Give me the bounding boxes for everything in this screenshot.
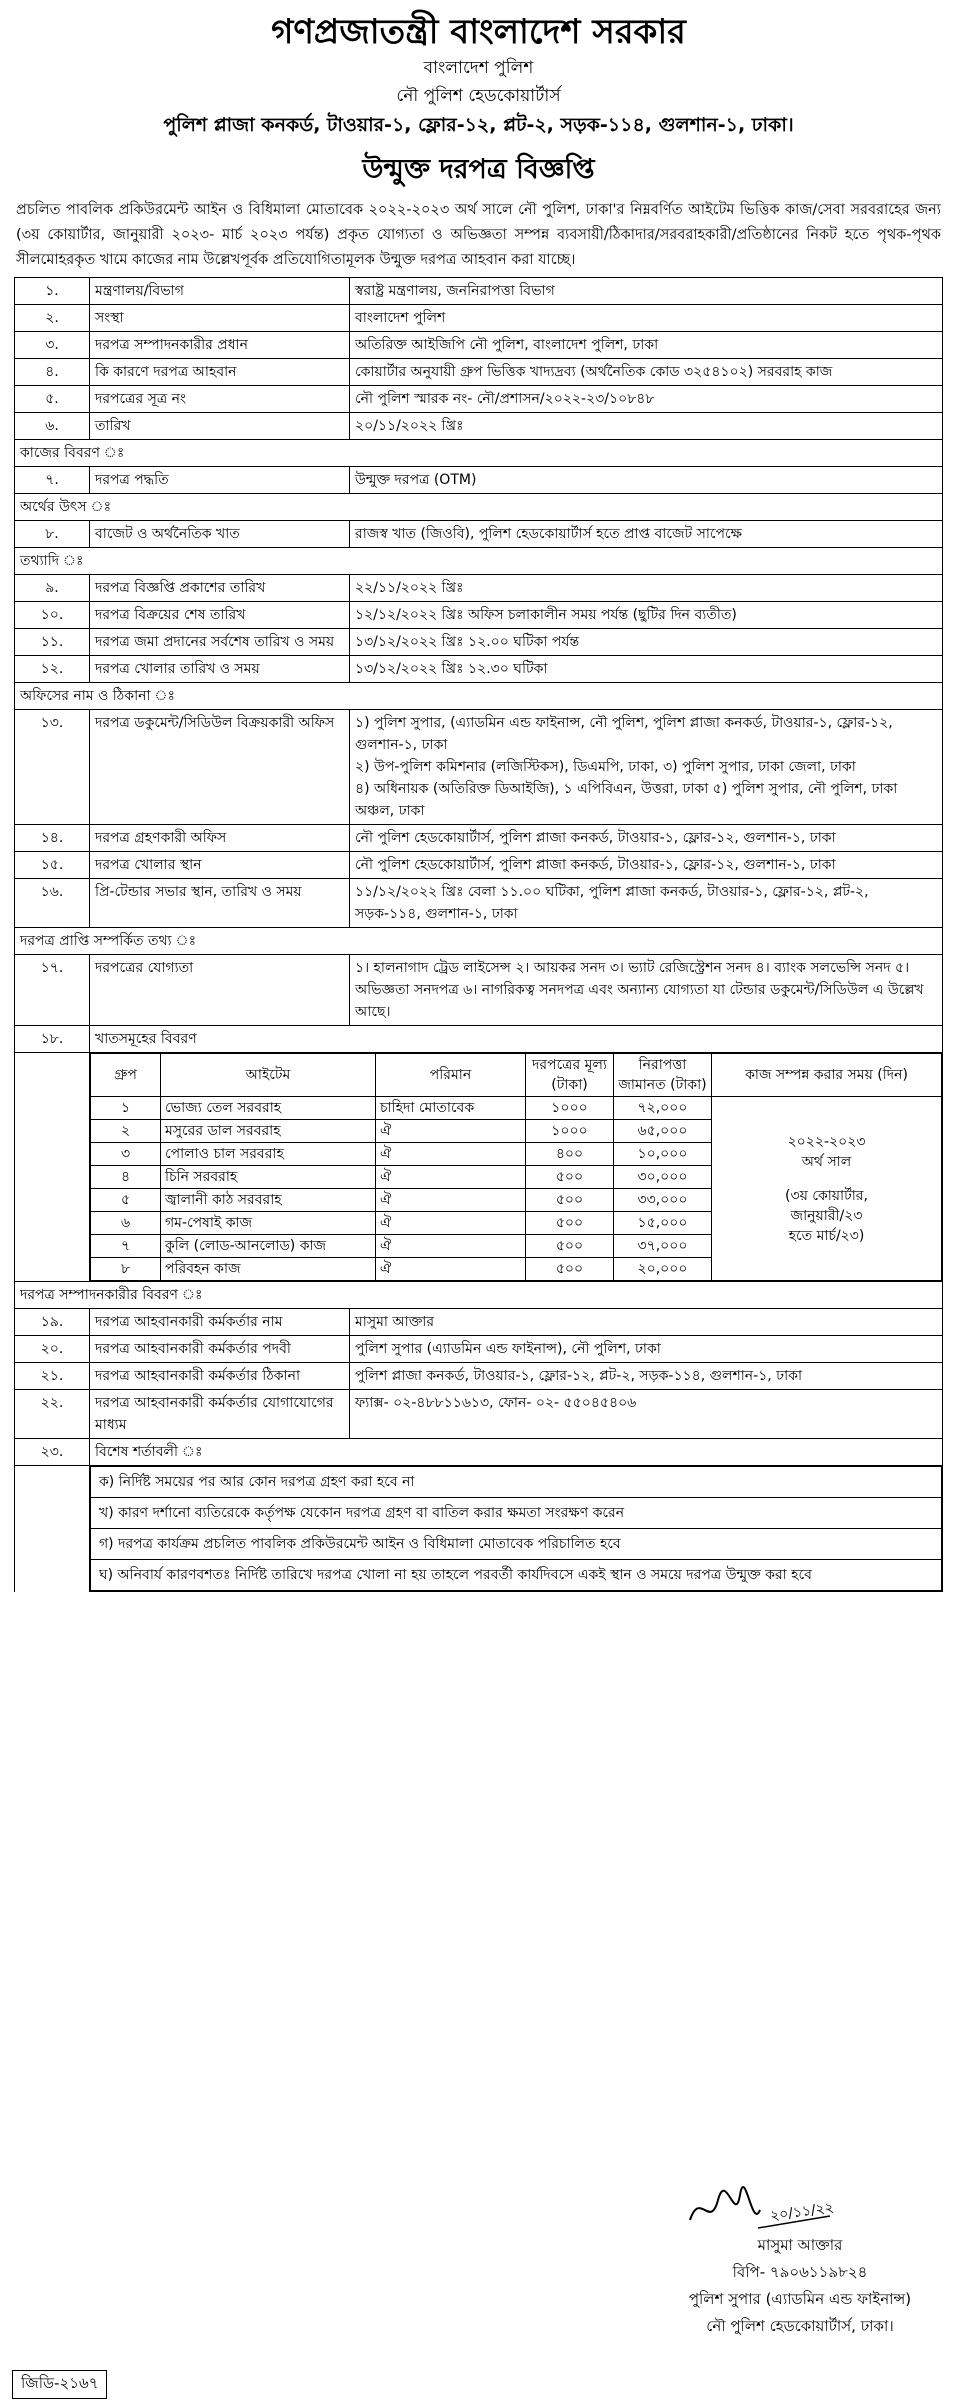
signature-date: ২০/১১/২২ — [769, 2199, 835, 2225]
item-price: ৫০০ — [526, 1235, 614, 1258]
item-group: ৬ — [91, 1212, 161, 1235]
term-text: ঘ) অনিবার্য কারণবশতঃ নির্দিষ্ট তারিখে দরপত্র খোলা না হয় তাহলে পরবর্তী কার্যদিবসে একই স্থান ও সময়ে দরপত্র উন্মুক্ত করা হবে — [91, 1560, 942, 1591]
col-qty: পরিমান — [376, 1054, 526, 1097]
item-security: ১০,০০০ — [614, 1143, 712, 1166]
table-row — [15, 1026, 943, 1053]
row-label: দরপত্র বিজ্ঞপ্তি প্রকাশের তারিখ — [90, 575, 350, 602]
row-value: ফ্যাক্স- ০২-৪৮৮১১৬১৩, ফোন- ০২- ৫৫০৪৫৪০৬ — [350, 1390, 943, 1439]
row-number: ১. — [15, 278, 90, 305]
row-number: ১৪. — [15, 825, 90, 852]
row-value: মাসুমা আক্তার — [350, 1309, 943, 1336]
item-qty: ঐ — [376, 1189, 526, 1212]
item-name: পোলাও চাল সরবরাহ — [161, 1143, 376, 1166]
tender-info-table — [14, 277, 943, 1592]
section-office: অফিসের নাম ও ঠিকানা ঃ — [15, 683, 943, 710]
table-row — [15, 521, 943, 548]
section-fund: অর্থের উৎস ঃ — [15, 494, 943, 521]
row-label: দরপত্র জমা প্রদানের সর্বশেষ তারিখ ও সময় — [90, 629, 350, 656]
items-header-row — [91, 1054, 942, 1097]
item-name: চিনি সরবরাহ — [161, 1166, 376, 1189]
completion-time-line: ২০২২-২০২৩ — [787, 1133, 866, 1150]
gd-number: জিডি-২১৬৭ — [12, 2370, 107, 2399]
term-text: ক) নির্দিষ্ট সময়ের পর আর কোন দরপত্র গ্রহণ করা হবে না — [91, 1467, 942, 1498]
row-value: রাজস্ব খাত (জিওবি), পুলিশ হেডকোয়ার্টার্স হতে প্রাপ্ত বাজেট সাপেক্ষে — [350, 521, 943, 548]
table-row — [15, 413, 943, 440]
table-row — [15, 955, 943, 1026]
signature-block — [650, 2180, 950, 2340]
item-price: ৫০০ — [526, 1212, 614, 1235]
item-security: ১৫,০০০ — [614, 1212, 712, 1235]
term-row — [91, 1529, 942, 1560]
items-table — [90, 1053, 942, 1281]
table-row — [15, 1390, 943, 1439]
row-label: দরপত্র খোলার তারিখ ও সময় — [90, 656, 350, 683]
col-security: নিরাপত্তা জামানত (টাকা) — [614, 1054, 712, 1097]
item-security: ৩৩,০০০ — [614, 1189, 712, 1212]
col-time: কাজ সম্পন্ন করার সময় (দিন) — [712, 1054, 942, 1097]
table-row — [15, 656, 943, 683]
hq-address: পুলিশ প্লাজা কনকর্ড, টাওয়ার-১, ফ্লোর-১২, প্লট-২, সড়ক-১১৪, গুলশান-১, ঢাকা। — [163, 114, 794, 136]
item-security: ৩০,০০০ — [614, 1166, 712, 1189]
row-value: নৌ পুলিশ হেডকোয়ার্টার্স, পুলিশ প্লাজা কনকর্ড, টাওয়ার-১, ফ্লোর-১২, গুলশান-১, ঢাকা — [350, 852, 943, 879]
item-group: ৫ — [91, 1189, 161, 1212]
section-work: কাজের বিবরণ ঃ — [15, 440, 943, 467]
item-qty: ঐ — [376, 1235, 526, 1258]
government-title: গণপ্রজাতন্ত্রী বাংলাদেশ সরকার — [271, 12, 686, 52]
table-row — [15, 825, 943, 852]
table-row — [15, 1439, 943, 1466]
row-value: অতিরিক্ত আইজিপি নৌ পুলিশ, বাংলাদেশ পুলিশ, ঢাকা — [350, 332, 943, 359]
row-number: ১০. — [15, 602, 90, 629]
row-value: নৌ পুলিশ স্মারক নং- নৌ/প্রশাসন/২০২২-২৩/১০৮৪৮ — [350, 386, 943, 413]
row-label: তারিখ — [90, 413, 350, 440]
completion-time — [712, 1097, 942, 1281]
table-row — [15, 575, 943, 602]
row-value: স্বরাষ্ট্র মন্ত্রণালয়, জননিরাপত্তা বিভাগ — [350, 278, 943, 305]
row-value: নৌ পুলিশ হেডকোয়ার্টার্স, পুলিশ প্লাজা কনকর্ড, টাওয়ার-১, ফ্লোর-১২, গুলশান-১, ঢাকা — [350, 825, 943, 852]
row-value: ১৩/১২/২০২২ খ্রিঃ ১২.০০ ঘটিকা পর্যন্ত — [350, 629, 943, 656]
table-row — [15, 1309, 943, 1336]
row-value: কোয়ার্টার অনুযায়ী গ্রুপ ভিত্তিক খাদ্যদ্রব্য (অর্থনৈতিক কোড ৩২৫৪১০২) সরবরাহ কাজ — [350, 359, 943, 386]
row-number: ১৭. — [15, 955, 90, 1026]
term-text: খ) কারণ দর্শানো ব্যতিরেকে কর্তৃপক্ষ যেকোন দরপত্র গ্রহণ বা বাতিল করার ক্ষমতা সংরক্ষণ করেন — [91, 1498, 942, 1529]
section-exec: দরপত্র সম্পাদনকারীর বিবরণ ঃ — [15, 1282, 943, 1309]
row-value: উন্মুক্ত দরপত্র (OTM) — [350, 467, 943, 494]
row-number: ২২. — [15, 1390, 90, 1439]
row-number: ৩. — [15, 332, 90, 359]
item-name: জ্বালানী কাঠ সরবরাহ — [161, 1189, 376, 1212]
row-number: ১৯. — [15, 1309, 90, 1336]
row-label: দরপত্র আহবানকারী কর্মকর্তার নাম — [90, 1309, 350, 1336]
row-value: ১১/১২/২০২২ খ্রিঃ বেলা ১১.০০ ঘটিকা, পুলিশ প্লাজা কনকর্ড, টাওয়ার-১, ফ্লোর-১২, প্লট-২, সড়ক-১১৪, গুলশান-১, ঢাকা — [350, 879, 943, 928]
row-label: সংস্থা — [90, 305, 350, 332]
table-row — [15, 359, 943, 386]
signatory-designation: পুলিশ সুপার (এ্যাডমিন এন্ড ফাইনান্স) — [688, 2290, 912, 2308]
col-group: গ্রুপ — [91, 1054, 161, 1097]
item-price: ১০০০ — [526, 1097, 614, 1120]
section-tender: দরপত্র প্রাপ্তি সম্পর্কিত তথ্য ঃ — [15, 928, 943, 955]
sales-office-3: ৪) অধিনায়ক (অতিরিক্ত ডিআইজি), ১ এপিবিএন, উত্তরা, ঢাকা ৫) পুলিশ সুপার, নৌ পুলিশ, ঢাকা অঞ্চল, ঢাকা — [355, 781, 898, 819]
row-number: ৫. — [15, 386, 90, 413]
row-value: পুলিশ সুপার (এ্যাডমিন এন্ড ফাইনান্স), নৌ পুলিশ, ঢাকা — [350, 1336, 943, 1363]
table-row — [15, 629, 943, 656]
row-label: দরপত্র গ্রহণকারী অফিস — [90, 825, 350, 852]
completion-time-line: অর্থ সাল — [801, 1153, 852, 1170]
signatory-office: নৌ পুলিশ হেডকোয়ার্টার্স, ঢাকা। — [706, 2317, 894, 2335]
item-security: ২০,০০০ — [614, 1258, 712, 1281]
row-value: ২২/১১/২০২২ খ্রিঃ — [350, 575, 943, 602]
item-group: ৩ — [91, 1143, 161, 1166]
police-name: বাংলাদেশ পুলিশ — [423, 58, 534, 78]
row-label: খাতসমূহের বিবরণ — [90, 1026, 943, 1053]
table-row — [15, 305, 943, 332]
table-row — [15, 710, 943, 825]
row-value: বাংলাদেশ পুলিশ — [350, 305, 943, 332]
row-number: ১৩. — [15, 710, 90, 825]
table-row — [15, 1336, 943, 1363]
row-label: প্রি-টেন্ডার সভার স্থান, তারিখ ও সময় — [90, 879, 350, 928]
item-qty: ঐ — [376, 1166, 526, 1189]
row-number: ২০. — [15, 1336, 90, 1363]
completion-time-line: জানুয়ারী/২৩ — [790, 1207, 863, 1224]
row-number: ৬. — [15, 413, 90, 440]
item-price: ১০০০ — [526, 1120, 614, 1143]
row-value: ১২/১২/২০২২ খ্রিঃ অফিস চলাকালীন সময় পর্যন্ত (ছুটির দিন ব্যতীত) — [350, 602, 943, 629]
row-label: দরপত্র আহবানকারী কর্মকর্তার ঠিকানা — [90, 1363, 350, 1390]
row-number: ১১. — [15, 629, 90, 656]
row-label: দরপত্র ডকুমেন্ট/সিডিউল বিক্রয়কারী অফিস — [90, 710, 350, 825]
row-label: দরপত্র সম্পাদনকারীর প্রধান — [90, 332, 350, 359]
item-group: ৭ — [91, 1235, 161, 1258]
section-info: তথ্যাদি ঃ — [15, 548, 943, 575]
item-price: ৫০০ — [526, 1166, 614, 1189]
item-group: ৪ — [91, 1166, 161, 1189]
row-number: ২. — [15, 305, 90, 332]
row-label: দরপত্র আহবানকারী কর্মকর্তার পদবী — [90, 1336, 350, 1363]
table-row — [15, 467, 943, 494]
table-row — [15, 852, 943, 879]
item-name: পরিবহন কাজ — [161, 1258, 376, 1281]
row-number: ২৩. — [15, 1439, 90, 1466]
row-value: ১৩/১২/২০২২ খ্রিঃ ১২.৩০ ঘটিকা — [350, 656, 943, 683]
row-number: ৯. — [15, 575, 90, 602]
row-label: দরপত্রের যোগ্যতা — [90, 955, 350, 1026]
term-row — [91, 1560, 942, 1591]
item-security: ৭২,০০০ — [614, 1097, 712, 1120]
row-label: কি কারণে দরপত্র আহবান — [90, 359, 350, 386]
intro-paragraph: প্রচলিত পাবলিক প্রকিউরমেন্ট আইন ও বিধিমালা মোতাবেক ২০২২-২০২৩ অর্থ সালে নৌ পুলিশ, ঢাকা'র নিম্নবর্ণিত আইটেম ভিত্তিক কাজ/সেবা সরবরাহের জন্য (৩য় কোয়ার্টার, জানুয়ারী ২০২৩- মার্চ ২০২৩ পর্যন্ত) প্রকৃত যোগ্যতা ও অভিজ্ঞতা সম্পন্ন ব্যবসায়ী/ঠিকাদার/সরবরাহকারী/প্রতিষ্ঠানের নিকট হতে পৃথক-পৃথক সীলমোহরকৃত খামে কাজের নাম উল্লেখপূর্বক প্রতিযোগিতামূলক উন্মুক্ত দরপত্র আহবান করা যাচ্ছে। — [16, 202, 941, 268]
term-row — [91, 1467, 942, 1498]
row-label: দরপত্র আহবানকারী কর্মকর্তার যোগাযোগের মাধ্যম — [90, 1390, 350, 1439]
item-group: ১ — [91, 1097, 161, 1120]
row-number: ১২. — [15, 656, 90, 683]
row-value: পুলিশ প্লাজা কনকর্ড, টাওয়ার-১, ফ্লোর-১২, প্লট-২, সড়ক-১১৪, গুলশান-১, ঢাকা — [350, 1363, 943, 1390]
row-value — [350, 710, 943, 825]
row-value: ১। হালনাগাদ ট্রেড লাইসেন্স ২। আয়কর সনদ ৩। ভ্যাট রেজিস্ট্রেশন সনদ ৪। ব্যাংক সলভেন্সি সনদ ৫। অভিজ্ঞতা সনদপত্র ৬। নাগরিকত্ব সনদপত্র এবং অন্যান্য যোগ্যতা যা টেন্ডার ডকুমেন্ট/সিডিউল এ উল্লেখ আছে। — [350, 955, 943, 1026]
item-group: ৮ — [91, 1258, 161, 1281]
row-label: দরপত্র বিক্রয়ের শেষ তারিখ — [90, 602, 350, 629]
table-row — [15, 1363, 943, 1390]
row-number: ২১. — [15, 1363, 90, 1390]
row-number: ১৫. — [15, 852, 90, 879]
item-security: ৩৭,০০০ — [614, 1235, 712, 1258]
term-text: গ) দরপত্র কার্যক্রম প্রচলিত পাবলিক প্রকিউরমেন্ট আইন ও বিধিমালা মোতাবেক পরিচালিত হবে — [91, 1529, 942, 1560]
row-label: বিশেষ শর্তাবলী ঃ — [90, 1439, 943, 1466]
item-price: ৪০০ — [526, 1143, 614, 1166]
sales-office-1: ১) পুলিশ সুপার, (এ্যাডমিন এন্ড ফাইনান্স, নৌ পুলিশ, পুলিশ প্লাজা কনকর্ড, টাওয়ার-১, ফ্লোর-১২, গুলশান-১, ঢাকা — [355, 715, 893, 753]
item-qty: ঐ — [376, 1143, 526, 1166]
row-label: দরপত্র খোলার স্থান — [90, 852, 350, 879]
hq-name: নৌ পুলিশ হেডকোয়ার্টার্স — [396, 86, 561, 106]
header — [14, 10, 943, 190]
item-price: ৫০০ — [526, 1189, 614, 1212]
item-qty: ঐ — [376, 1120, 526, 1143]
table-row — [15, 386, 943, 413]
notice-title: উন্মুক্ত দরপত্র বিজ্ঞপ্তি — [362, 154, 595, 185]
row-number: ৮. — [15, 521, 90, 548]
item-security: ৬৫,০০০ — [614, 1120, 712, 1143]
item-group: ২ — [91, 1120, 161, 1143]
item-name: ভোজ্য তেল সরবরাহ — [161, 1097, 376, 1120]
row-label: মন্ত্রণালয়/বিভাগ — [90, 278, 350, 305]
row-number: ৪. — [15, 359, 90, 386]
sales-office-2: ২) উপ-পুলিশ কমিশনার (লজিস্টিকস), ডিএমপি, ঢাকা, ৩) পুলিশ সুপার, ঢাকা জেলা, ঢাকা — [355, 759, 856, 775]
item-name: কুলি (লোড-আনলোড) কাজ — [161, 1235, 376, 1258]
item-name: মসুরের ডাল সরবরাহ — [161, 1120, 376, 1143]
row-value: ২০/১১/২০২২ খ্রিঃ — [350, 413, 943, 440]
item-qty: ঐ — [376, 1212, 526, 1235]
item-qty: ঐ — [376, 1258, 526, 1281]
row-label: দরপত্র পদ্ধতি — [90, 467, 350, 494]
term-row — [91, 1498, 942, 1529]
table-row — [15, 879, 943, 928]
col-price: দরপত্রের মূল্য (টাকা) — [526, 1054, 614, 1097]
item-name: গম-পেষাই কাজ — [161, 1212, 376, 1235]
item-qty: চাহিদা মোতাবেক — [376, 1097, 526, 1120]
item-price: ৫০০ — [526, 1258, 614, 1281]
table-row — [15, 278, 943, 305]
completion-time-line: (৩য় কোয়ার্টার, — [785, 1187, 868, 1204]
row-number: ১৮. — [15, 1026, 90, 1053]
col-item: আইটেম — [161, 1054, 376, 1097]
signatory-name: মাসুমা আক্তার — [757, 2236, 843, 2254]
row-label: বাজেট ও অর্থনৈতিক খাত — [90, 521, 350, 548]
completion-time-line: হতে মার্চ/২৩) — [788, 1227, 865, 1244]
table-row — [15, 602, 943, 629]
row-number: ৭. — [15, 467, 90, 494]
items-row — [91, 1097, 942, 1120]
row-label: দরপত্রের সূত্র নং — [90, 386, 350, 413]
row-number: ১৬. — [15, 879, 90, 928]
signatory-bp: বিপি- ৭৯০৬১১৯৮২৪ — [732, 2263, 868, 2281]
table-row — [15, 332, 943, 359]
terms-table — [90, 1466, 942, 1591]
